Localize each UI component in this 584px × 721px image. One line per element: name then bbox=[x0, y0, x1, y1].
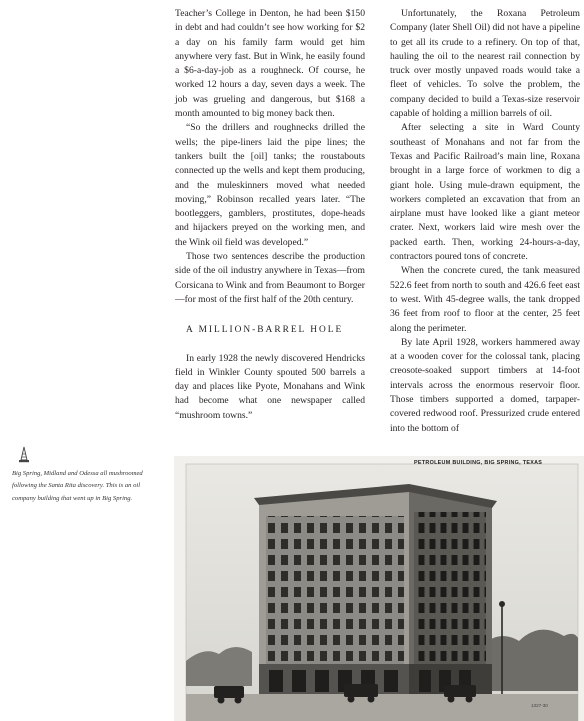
body-paragraph: When the concrete cured, the tank measured 522.6 feet from north to south and 426.6 feet east to west. With 45-degree walls, the tank dropped 36 feet from roof to floor at the center, 25 feet along the perimeter. bbox=[390, 265, 580, 334]
historic-photo bbox=[174, 456, 584, 721]
body-paragraph: After selecting a site in Ward County southeast of Monahans and not far from the Texas and Pacific Railroad’s main line, Roxana brought in a large force of workmen to dig a giant hole. Using mule-drawn equipment, the workers completed an excavation that from an airplane must have looked like a giant meteor crater. Next, workers laid wire mesh over the packed earth. Then, working 24-hours-a-day, contractors poured tons of concrete. bbox=[390, 122, 580, 263]
body-paragraph: Those two sentences describe the production side of the oil industry anywhere in Texas—from Corsicana to Wink and from Beaumont to Borger—for most of the first half of the 20th century. bbox=[175, 251, 365, 305]
body-paragraph: Teacher’s College in Denton, he had been $150 in debt and had couldn’t see how working for $2 a day on his family farm would get him anywhere very fast. But in Wink, he easily found a $6-a-day-job as a roughneck. Of course, he worked 12 hours a day, seven days a week. The job was grueling and dangerous, but $168 a month amounted to big money back then. bbox=[175, 8, 365, 120]
photo-code: 1327-30 bbox=[531, 703, 548, 708]
body-paragraph: Unfortunately, the Roxana Petroleum Company (later Shell Oil) did not have a pipeline to get all its crude to a refinery. On top of that, hauling the oil to the nearest rail connection by truck over mostly unpaved roads would take a fleet of vehicles. To solve the problem, the company decided to build a Texas-size reservoir capable of holding a million barrels of oil. bbox=[390, 8, 580, 120]
photo-title-label: PETROLEUM BUILDING, BIG SPRING, TEXAS bbox=[414, 460, 543, 466]
body-paragraph: By late April 1928, workers hammered away at a wooden cover for the colossal tank, placing creosote-soaked support timbers at 14-foot intervals across the enormous reservoir floor. Those timbers supported a domed, tarpaper-covered redwood roof. Pressurized crude entered into the bottom of bbox=[390, 336, 580, 434]
section-heading: A MILLION-BARREL HOLE bbox=[186, 325, 344, 336]
right-text-column bbox=[390, 7, 580, 436]
photo-caption: Big Spring, Midland and Odessa all mushroomed following the Santa Rita discovery. This is an oil company building that went up in Big Spring. bbox=[12, 470, 143, 502]
body-paragraph: “So the drillers and roughnecks drilled the wells; the pipe-liners laid the pipe lines; the tankers built the [oil] tanks; the roustabouts connected up the wells and kept them producing, and the muleskinners moved what needed moving,” Robinson recalled years later. “The bootleggers, gamblers, prostitutes, dope-heads and hijackers preyed on the working men, and the Wink oil field was developed.” bbox=[175, 122, 365, 248]
left-text-column bbox=[175, 7, 365, 423]
body-paragraph: In early 1928 the newly discovered Hendricks field in Winkler County spouted 500 barrels a day and places like Pyote, Monahans and Wink had become what one newspaper called “mushroom towns.” bbox=[175, 352, 365, 421]
oil-derrick-icon bbox=[18, 446, 30, 464]
building-photo-illustration bbox=[174, 456, 584, 721]
